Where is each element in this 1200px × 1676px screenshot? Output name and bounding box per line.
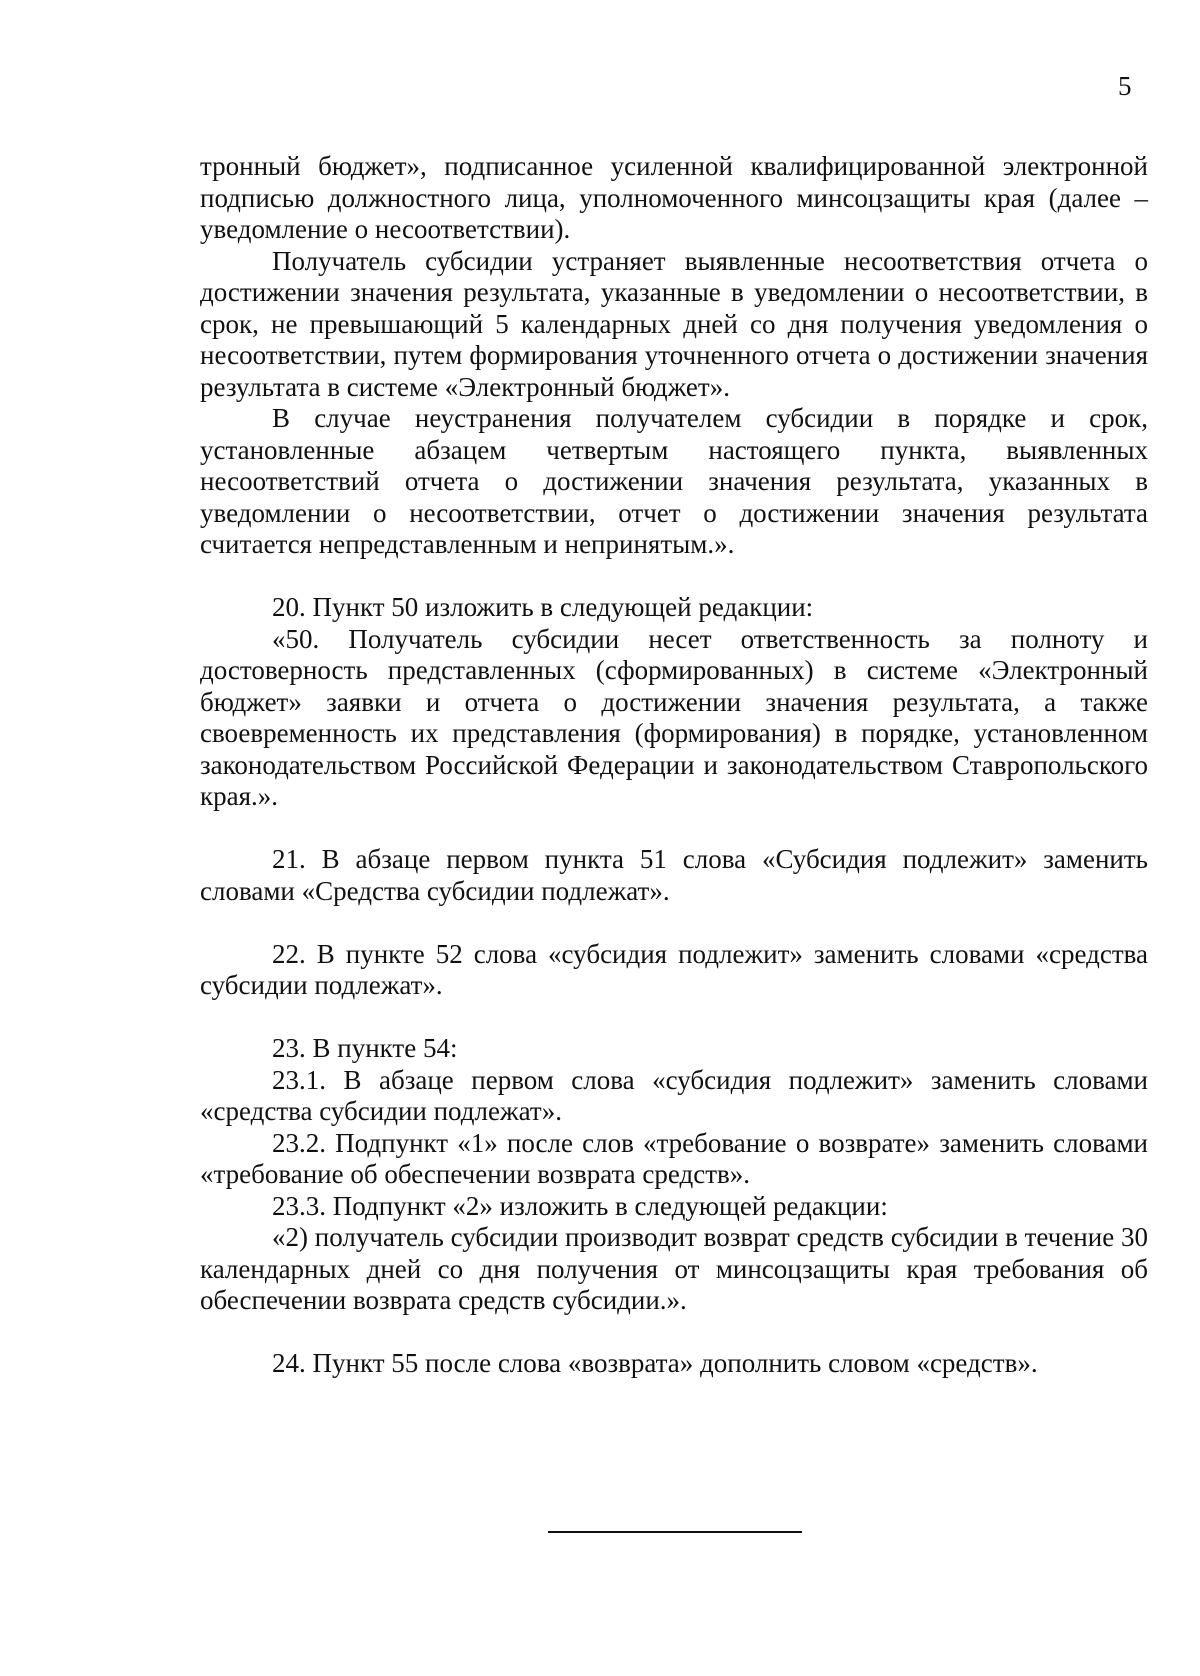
item-21: 21. В абзаце первом пункта 51 слова «Субсидия подлежит» заменить словами «Средства субсидии подлежат». <box>200 844 1148 906</box>
item-20-heading: 20. Пункт 50 изложить в следующей редакции: <box>272 592 814 622</box>
page-number: 5 <box>1118 71 1132 101</box>
item-23-heading: 23. В пункте 54: <box>272 1033 458 1063</box>
item-22: 22. В пункте 52 слова «субсидия подлежит» заменить словами «средства субсидии подлежат». <box>200 938 1148 1000</box>
item-23-2: 23.2. Подпункт «1» после слов «требование о возврате» заменить словами «требование об обеспечении возврата средств». <box>200 1127 1148 1189</box>
item-23-3-text: «2) получатель субсидии производит возврат средств субсидии в течение 30 календарных дней со дня получения от минсоцзащиты края требования об обеспечении возврата средств субсидии.». <box>200 1222 1148 1315</box>
document-body <box>200 151 1148 1380</box>
paragraph-non-elimination: В случае неустранения получателем субсидии в порядке и срок, установленные абзацем четвертым настоящего пункта, выявленных несоответствий отчета о достижении значения результата, указанных в уведомлении о несоответствии, отчет о достижении значения результата считается непредставленным и непринятым.». <box>200 403 1148 559</box>
paragraph-continuation: тронный бюджет», подписанное усиленной квалифицированной электронной подписью должностного лица, уполномоченного минсоцзащиты края (далее – уведомление о несоответствии). <box>200 151 1148 244</box>
item-23-3: 23.3. Подпункт «2» изложить в следующей редакции: <box>272 1190 888 1221</box>
item-20-text: «50. Получатель субсидии несет ответственность за полноту и достоверность представленных (сформированных) в системе «Электронный бюджет» заявки и отчета о достижении значения результата, а также своевременность их представления (формирования) в порядке, установленном законодательством Российской Федерации и законодательством Ставропольского края.». <box>200 623 1148 811</box>
paragraph-correction: Получатель субсидии устраняет выявленные несоответствия отчета о достижении значения результата, указанные в уведомлении о несоответствии, в срок, не превышающий 5 календарных дней со дня получения уведомления о несоответствии, путем формирования уточненного отчета о достижении значения результата в системе «Электронный бюджет». <box>200 245 1148 402</box>
item-23-1: 23.1. В абзаце первом слова «субсидия подлежит» заменить словами «средства субсидии подлежат». <box>200 1064 1148 1126</box>
end-of-document-rule <box>548 1531 802 1533</box>
item-24: 24. Пункт 55 после слова «возврата» дополнить словом «средств». <box>272 1348 1038 1378</box>
